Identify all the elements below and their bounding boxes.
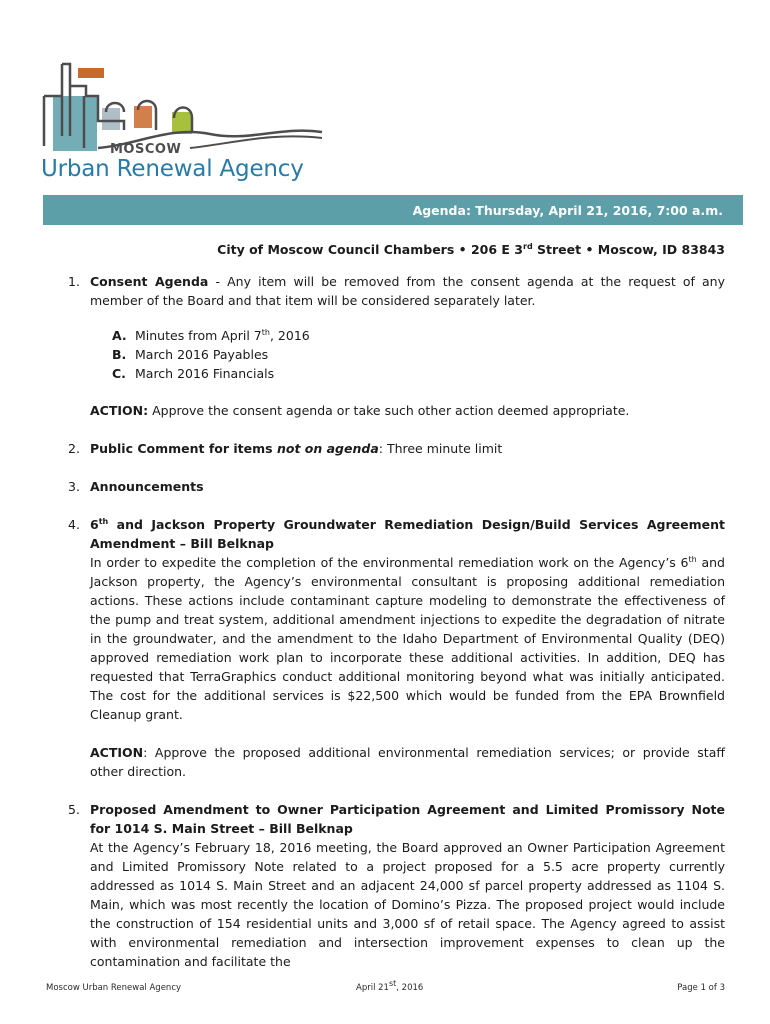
footer-page-number: Page 1 of 3 xyxy=(677,983,725,993)
agenda-item-2: 2. Public Comment for items not on agenda: Three minute limit xyxy=(68,441,503,456)
consent-sub-list xyxy=(90,326,725,383)
agenda-item-3 xyxy=(68,477,725,496)
item-title: 6th and Jackson Property Groundwater Remediation Design/Build Services Agreement Amendment – Bill Belknap xyxy=(90,516,725,551)
item-title: Consent Agenda xyxy=(90,274,209,289)
item-number: 5. xyxy=(68,802,80,817)
item-number: 2. xyxy=(68,441,80,456)
skyline-logo-icon xyxy=(40,56,340,156)
item-title: Announcements xyxy=(90,479,204,494)
item-4-action: ACTION: Approve the proposed additional environmental remediation services; or provide staff other direction. xyxy=(90,745,725,779)
item-number: 4. xyxy=(68,517,80,532)
agenda-item-1 xyxy=(68,272,725,420)
sub-item-c: C. March 2016 Financials xyxy=(112,366,275,381)
item-description: At the Agency’s February 18, 2016 meeting, the Board approved an Owner Participation Agreement and Limited Promissory Note related to a project proposed for a 5.5 acre property currently addressed as 1014 S. Main Street and an adjacent 24,000 sf parcel property addressed as 1104 S. Main, which was most recently the location of Domino’s Pizza. The proposed project would include the construction of 154 residential units and 3,000 sf of retail space. The Agency agreed to assist with environmental remediation and intersection improvement expenses to clean up the contamination and facilitate the xyxy=(90,840,725,969)
item-1-action: ACTION: Approve the consent agenda or take such other action deemed appropriate. xyxy=(90,403,630,418)
item-description: Three minute limit xyxy=(382,441,503,456)
agency-logo xyxy=(40,56,340,188)
item-number: 1. xyxy=(68,274,80,289)
logo-agency-name: Urban Renewal Agency xyxy=(41,156,304,182)
agenda-item-5 xyxy=(68,800,725,971)
item-description: - Any item will be removed from the consent agenda at the request of any member of the Board and that item will be considered separately later. xyxy=(90,274,725,308)
footer-agency: Moscow Urban Renewal Agency xyxy=(46,983,182,993)
footer-date: April 21st, 2016 xyxy=(356,979,424,993)
logo-moscow-text: MOSCOW xyxy=(110,142,182,157)
item-number: 3. xyxy=(68,479,80,494)
agenda-date-heading: Agenda: Thursday, April 21, 2016, 7:00 a.m. xyxy=(412,203,723,218)
item-title: Public Comment for items not on agenda xyxy=(90,441,379,456)
agenda-body xyxy=(68,240,725,990)
item-title: Proposed Amendment to Owner Participation Agreement and Limited Promissory Note for 1014 S. Main Street – Bill Belknap xyxy=(90,802,725,836)
item-description: In order to expedite the completion of the environmental remediation work on the Agency’s 6th and Jackson property, the Agency’s environmental consultant is proposing additional remediation actions. These actions include contaminant capture modeling to demonstrate the effectiveness of the pump and treat system, additional amendment injections to expedite the degradation of nitrate in the groundwater, and the amendment to the Idaho Department of Environmental Quality (DEQ) approved remediation work plan to incorporate these additional activities. In addition, DEQ has requested that TerraGraphics conduct additional monitoring beyond what was initially anticipated. The cost for the additional services is $22,500 which would be funded from the EPA Brownfield Cleanup grant. xyxy=(90,554,725,722)
meeting-location: City of Moscow Council Chambers • 206 E 3rd Street • Moscow, ID 83843 xyxy=(217,241,725,257)
sub-item-a: A. Minutes from April 7th, 2016 xyxy=(112,327,310,343)
page-footer xyxy=(46,979,725,997)
sub-item-b: B. March 2016 Payables xyxy=(112,347,269,362)
agenda-item-4 xyxy=(68,515,725,781)
agenda-banner xyxy=(43,195,743,225)
